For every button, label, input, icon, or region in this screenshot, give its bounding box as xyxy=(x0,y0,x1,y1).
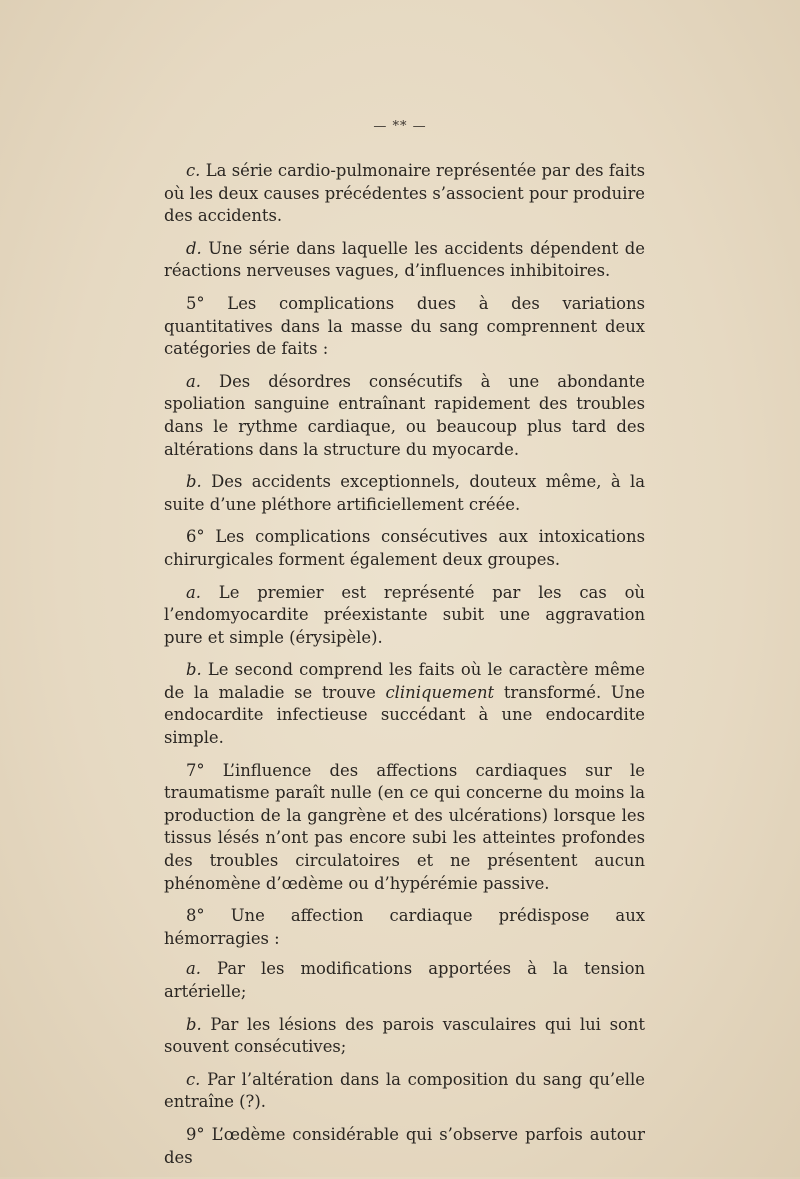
paragraph-text: 7° L’influence des affections cardiaques sur le traumatisme paraît nulle (en ce qui concerne du moins la production de la gangrène et des ulcérations) lorsque les tissus lésés n’ont pas encore subi les atteintes profondes des troubles circulatoires et ne présentent aucun phénomène d’œdème ou d’hypérémie passive. xyxy=(164,760,645,893)
paragraph-a-tension xyxy=(164,958,645,1003)
paragraph-a-desordres xyxy=(164,371,645,461)
paragraph-text: 9° L’œdème considérable qui s’observe parfois autour des xyxy=(164,1124,645,1167)
item-letter: a. xyxy=(186,959,201,979)
paragraph-text: La série cardio-pulmonaire représentée par des faits où les deux causes précédentes s’associent pour produire des accidents. xyxy=(164,161,645,226)
paragraph-a-premier xyxy=(164,582,645,650)
paragraph-b-lesions xyxy=(164,1014,645,1059)
paragraph-text: Des accidents exceptionnels, douteux même, à la suite d’une pléthore artificiellement créée. xyxy=(164,472,645,514)
item-letter: a. xyxy=(186,371,201,391)
body-text xyxy=(164,160,645,1179)
item-letter: b. xyxy=(186,1014,202,1034)
paragraph-text: 5° Les complications dues à des variations quantitatives dans la masse du sang comprennent deux catégories de faits : xyxy=(164,293,645,359)
paragraph-text: Par les modifications apportées à la tension artérielle; xyxy=(164,959,645,1001)
paragraph-c-alteration xyxy=(164,1069,645,1114)
paragraph-d-nerveuses xyxy=(164,238,645,283)
item-letter: c. xyxy=(186,161,201,180)
paragraph-b-second xyxy=(164,659,645,749)
item-letter: d. xyxy=(186,238,202,258)
paragraph-text: 8° Une affection cardiaque prédispose aux hémorragies : xyxy=(164,906,645,948)
paragraph-8-hemorragies xyxy=(164,905,645,950)
item-letter: b. xyxy=(186,472,202,492)
paragraph-text: 6° Les complications consécutives aux intoxications chirurgicales forment également deux groupes. xyxy=(164,527,645,569)
paragraph-text: Le premier est représenté par les cas où l’endomyocardite préexistante subit une aggravation pure et simple (érysipèle). xyxy=(164,582,645,647)
paragraph-b-exceptionnels xyxy=(164,471,645,516)
paragraph-c-cardio xyxy=(164,160,645,228)
paragraph-7-influence xyxy=(164,760,645,896)
item-letter: b. xyxy=(186,660,202,680)
paragraph-text: Par l’altération dans la composition du sang qu’elle entraîne (?). xyxy=(164,1069,645,1112)
paragraph-text: transformé. Une endocardite infectieuse succédant à une endocardite simple. xyxy=(164,682,646,748)
emphasized-word: cliniquement xyxy=(385,682,495,702)
page-header-mark: — ** — xyxy=(373,119,427,134)
paragraph-text: Le second comprend les faits où le caractère même de la maladie se trouve xyxy=(164,660,645,702)
paragraph-text: Par les lésions des parois vasculaires qui lui sont souvent consécutives; xyxy=(164,1014,645,1057)
item-letter: c. xyxy=(186,1069,201,1089)
item-letter: a. xyxy=(186,582,201,602)
paragraph-6-intoxications xyxy=(164,526,645,571)
paragraph-text: Des désordres consécutifs à une abondante spoliation sanguine entraînant rapidement des troubles dans le rythme cardiaque, ou beaucoup plus tard des altérations dans la structure du myocarde. xyxy=(164,371,645,459)
paragraph-9-oedeme xyxy=(164,1124,645,1169)
paragraph-text: Une série dans laquelle les accidents dépendent de réactions nerveuses vagues, d’influences inhibitoires. xyxy=(164,238,645,281)
paragraph-5-complications xyxy=(164,293,645,361)
